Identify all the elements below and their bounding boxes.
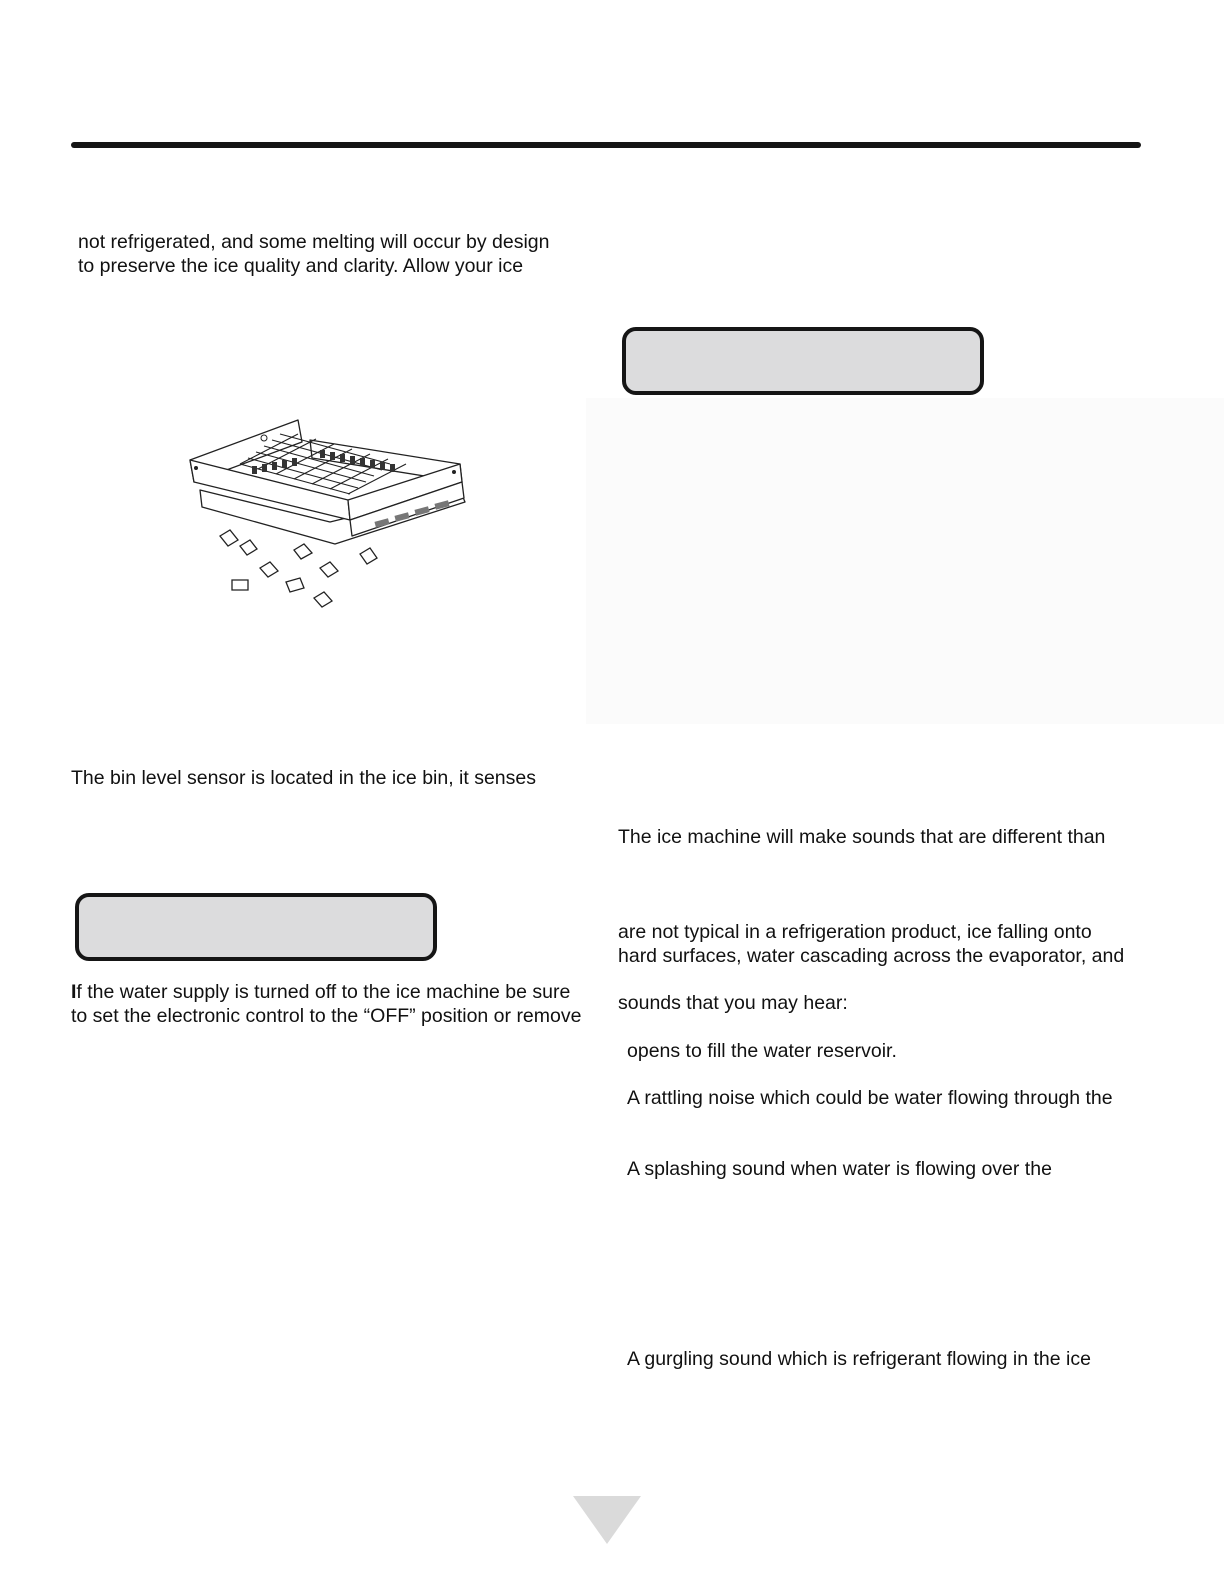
- water-supply-line-2: to set the electronic control to the “OFF” position or remove: [71, 1005, 582, 1027]
- list-item-splashing: A splashing sound when water is flowing over the: [627, 1158, 1052, 1180]
- ice-storage-line-1: not refrigerated, and some melting will occur by design: [78, 231, 550, 253]
- water-supply-line-1-text: f the water supply is turned off to the ice machine be sure: [76, 981, 571, 1003]
- sounds-intro-line: The ice machine will make sounds that are different than: [618, 826, 1106, 848]
- list-item-valve: opens to fill the water reservoir.: [627, 1040, 897, 1062]
- sounds-line-3: hard surfaces, water cascading across the evaporator, and: [618, 945, 1125, 967]
- sounds-line-2: are not typical in a refrigeration product, ice falling onto: [618, 921, 1092, 943]
- shaded-panel: [586, 398, 1224, 724]
- header-rule: [71, 142, 1141, 148]
- water-supply-heading-box: [75, 893, 437, 961]
- sounds-heading-box: [622, 327, 984, 395]
- ice-storage-line-2: to preserve the ice quality and clarity. Allow your ice: [78, 255, 524, 277]
- page-down-triangle-icon: [573, 1496, 641, 1544]
- drop-cap: I: [71, 981, 77, 1003]
- sounds-line-4: sounds that you may hear:: [618, 992, 848, 1014]
- ice-evaporator-illustration: [180, 412, 470, 622]
- bin-sensor-text: The bin level sensor is located in the ice bin, it senses: [71, 767, 537, 789]
- list-item-rattling: A rattling noise which could be water flowing through the: [627, 1087, 1113, 1109]
- list-item-gurgling: A gurgling sound which is refrigerant flowing in the ice: [627, 1348, 1091, 1370]
- water-supply-line-1: [71, 980, 570, 1004]
